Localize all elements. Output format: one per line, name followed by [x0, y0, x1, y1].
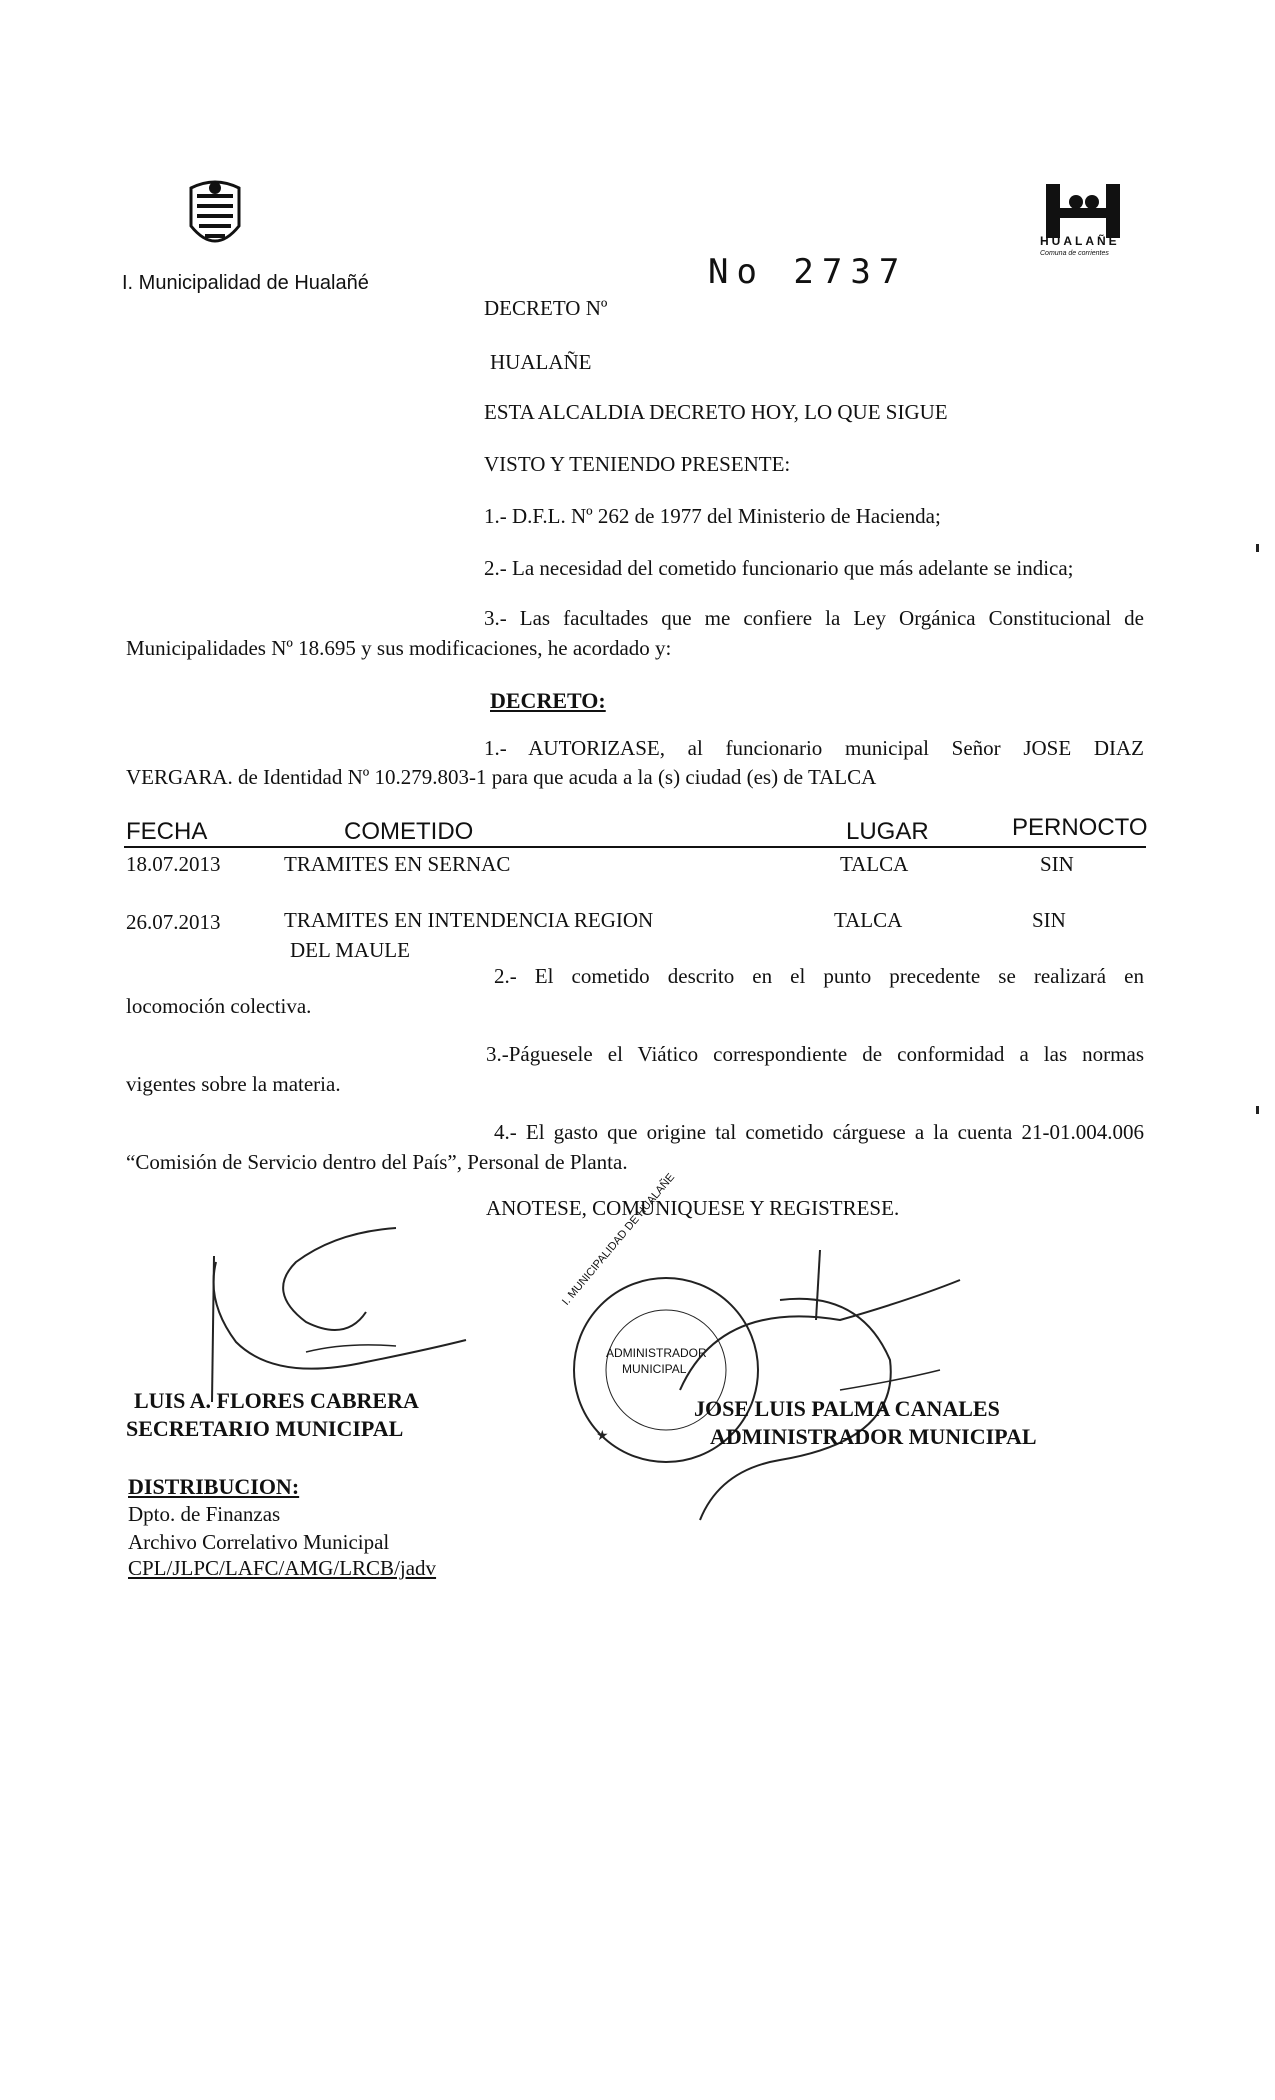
stamp-center-line1: ADMINISTRADOR — [606, 1346, 707, 1360]
visto-item-2: 2.- La necesidad del cometido funcionario que más adelante se indica; — [484, 556, 1074, 580]
decree-number-label: DECRETO Nº — [484, 296, 608, 320]
right-signer-title: ADMINISTRADOR MUNICIPAL — [710, 1424, 1037, 1449]
place-label: HUALAÑE — [490, 350, 592, 374]
margin-mark — [1256, 544, 1259, 552]
decree-stamp-number: No 2737 — [708, 252, 908, 292]
table-header-lugar: LUGAR — [846, 818, 929, 845]
intro-text: ESTA ALCALDIA DECRETO HOY, LO QUE SIGUE — [484, 400, 948, 424]
left-signer-title: SECRETARIO MUNICIPAL — [126, 1416, 404, 1441]
left-signature-scribble — [196, 1222, 476, 1402]
distribution-line-2: Archivo Correlativo Municipal — [128, 1530, 390, 1554]
point-2-line1: 2.- El cometido descrito en el punto precedente se realizará en — [494, 964, 1144, 988]
distribution-heading: DISTRIBUCION: — [128, 1474, 300, 1499]
decree-heading: DECRETO: — [490, 688, 606, 713]
point-3-line1: 3.-Páguesele el Viático correspondiente de conformidad a las normas — [486, 1042, 1144, 1066]
visto-item-1: 1.- D.F.L. Nº 262 de 1977 del Ministerio de Hacienda; — [484, 504, 941, 528]
table-header-pernocto: PERNOCTO — [1012, 814, 1148, 841]
point-2-line2: locomoción colectiva. — [126, 994, 312, 1018]
decree-point-1-line1: 1.- AUTORIZASE, al funcionario municipal Señor JOSE DIAZ — [484, 736, 1144, 760]
table-row-2-cometido: TRAMITES EN INTENDENCIA REGION — [284, 908, 654, 932]
visto-item-3-line1: 3.- Las facultades que me confiere la Ley Orgánica Constitucional de — [484, 606, 1144, 630]
decree-point-1-line2: VERGARA. de Identidad Nº 10.279.803-1 para que acuda a la (s) ciudad (es) de TALCA — [126, 765, 877, 789]
distribution-line-3: CPL/JLPC/LAFC/AMG/LRCB/jadv — [128, 1556, 437, 1580]
table-row-1-lugar: TALCA — [840, 852, 909, 876]
point-4-line1: 4.- El gasto que origine tal cometido cárguese a la cuenta 21-01.004.006 — [494, 1120, 1144, 1144]
table-row-1-fecha: 18.07.2013 — [126, 852, 221, 876]
left-signer-name: LUIS A. FLORES CABRERA — [134, 1388, 419, 1413]
table-row-2-pernocto: SIN — [1032, 908, 1066, 932]
point-3-line2: vigentes sobre la materia. — [126, 1072, 341, 1096]
stamp-ring-text: I. MUNICIPALIDAD DE HUALAÑE — [560, 1171, 678, 1308]
org-name: I. Municipalidad de Hualañé — [122, 272, 369, 294]
right-signer-name: JOSE LUIS PALMA CANALES — [694, 1396, 1000, 1421]
distribution-line-1: Dpto. de Finanzas — [128, 1502, 281, 1526]
closing-text: ANOTESE, COMUNIQUESE Y REGISTRESE. — [486, 1196, 900, 1220]
visto-text: VISTO Y TENIENDO PRESENTE: — [484, 452, 791, 476]
municipal-crest-icon — [183, 178, 247, 256]
table-header-fecha: FECHA — [126, 818, 208, 845]
visto-item-3-line2: Municipalidades Nº 18.695 y sus modificaciones, he acordado y: — [126, 636, 672, 660]
table-row-2-cometido-cont: DEL MAULE — [290, 938, 410, 962]
table-header-rule — [124, 846, 1146, 848]
stamp-center-line2: MUNICIPAL — [622, 1362, 687, 1376]
logo-text: HUALAÑE — [1040, 234, 1120, 248]
logo-subtext: Comuna de corrientes — [1040, 250, 1109, 257]
table-row-2-fecha: 26.07.2013 — [126, 910, 221, 934]
point-4-line2: “Comisión de Servicio dentro del País”, Personal de Planta. — [126, 1150, 628, 1174]
table-row-2-lugar: TALCA — [834, 908, 903, 932]
table-header-cometido: COMETIDO — [344, 818, 474, 845]
margin-mark — [1256, 1106, 1259, 1114]
table-row-1-pernocto: SIN — [1040, 852, 1074, 876]
table-row-1-cometido: TRAMITES EN SERNAC — [284, 852, 511, 876]
svg-text:★: ★ — [596, 1427, 609, 1443]
hualane-logo-icon — [1040, 180, 1126, 242]
right-signature-scribble — [640, 1240, 980, 1540]
